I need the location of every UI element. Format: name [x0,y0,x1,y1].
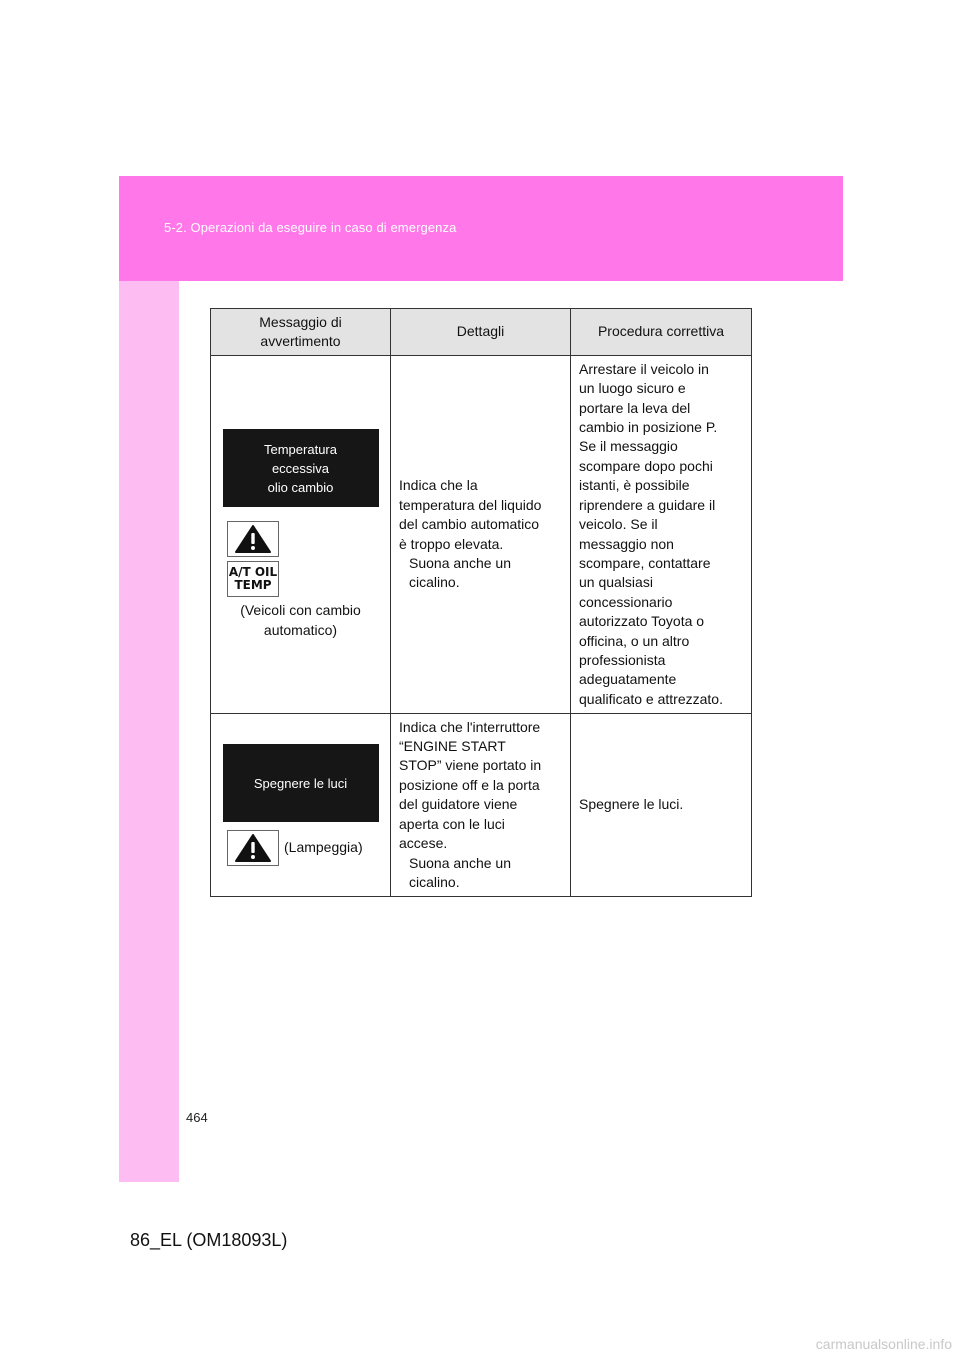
details-text: Indica che la temperatura del liquido del cambio automatico è troppo elevata. [399,477,542,552]
message-cell [211,714,391,897]
procedure-text: Spegnere le luci. [579,796,684,813]
display-message: Temperatura eccessiva olio cambio [223,429,379,507]
warning-triangle-icon [227,521,279,557]
table-row [211,714,752,897]
display-message: Spegnere le luci [223,744,379,822]
header-message: Messaggio di avvertimento [211,309,391,356]
watermark: carmanualsonline.info [815,1336,952,1352]
page-number: 464 [186,1110,208,1125]
side-strip [119,281,179,1182]
table-header-row [211,309,752,356]
at-oil-temp-icon: A/T OIL TEMP [227,561,279,597]
warning-triangle-icon [227,830,279,866]
message-cell [211,356,391,714]
message-caption: (Lampeggia) [284,839,363,856]
procedure-text: Arrestare il veicolo in un luogo sicuro e portare la leva del cambio in posizione P. Se il messaggio scompare dopo pochi istanti, è possibile riprendere a guidare il veicolo. Se il messaggio non scompare, contattare un qualsiasi concessionario autorizzato Toyota o officina, o un altro professionista adeguatamente qualificato e attrezzato. [579,360,723,707]
section-title: 5-2. Operazioni da eseguire in caso di emergenza [164,220,457,235]
table-row [211,356,752,714]
details-cell [391,356,571,714]
details-cell [391,714,571,897]
procedure-cell [571,356,752,714]
message-caption: (Veicoli con cambio automatico) [240,602,361,638]
procedure-cell [571,714,752,897]
details-subtext: Suona anche un cicalino. [409,854,511,890]
warning-table [210,308,752,897]
document-code: 86_EL (OM18093L) [130,1230,288,1250]
details-text: Indica che l'interruttore “ENGINE START STOP” viene portato in posizione off e la porta del guidatore viene aperta con le luci accese. [399,718,542,852]
details-subtext: Suona anche un cicalino. [409,554,511,591]
header-procedure: Procedura correttiva [571,309,752,356]
header-details: Dettagli [391,309,571,356]
